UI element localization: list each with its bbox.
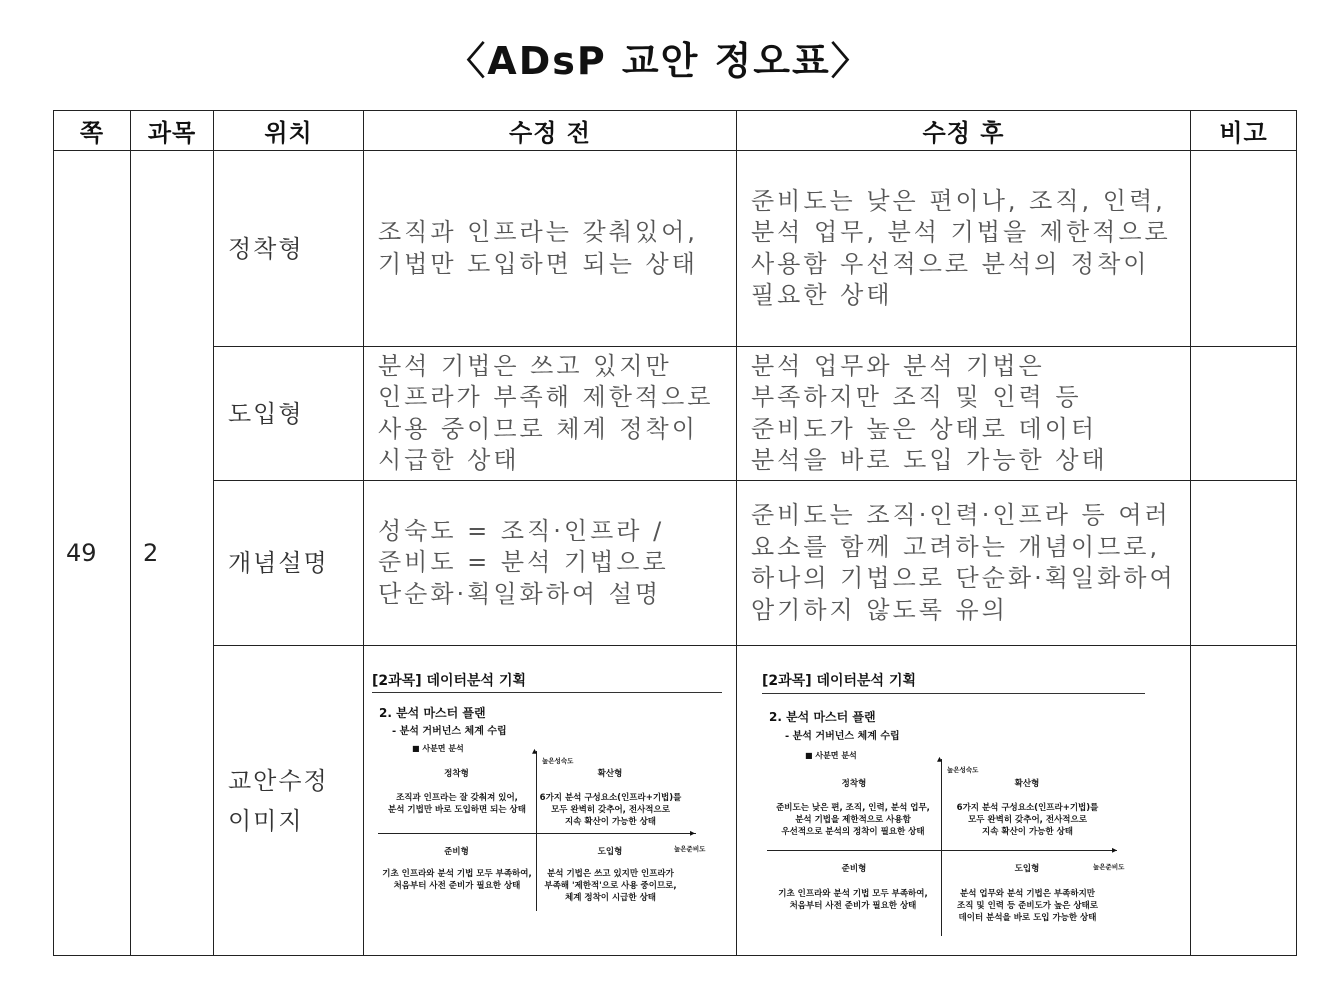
arrow-right-icon: ▶	[1112, 846, 1117, 854]
x-axis-label: 높은준비도	[1093, 863, 1125, 871]
text-line: 조직 및 인력 등 준비도가 높은 상태로	[957, 901, 1098, 911]
text-line: 분석 기법을 제한적으로 사용함	[795, 815, 911, 825]
text-line: 지속 확산이 가능한 상태	[982, 827, 1073, 837]
slide-divider	[762, 693, 1145, 694]
y-axis	[941, 759, 942, 936]
quadrant-title: 정착형	[841, 779, 867, 789]
errata-table	[53, 110, 1297, 956]
quadrant-text	[538, 868, 683, 904]
text-line: 교안수정	[228, 766, 329, 795]
y-axis	[536, 751, 537, 911]
text-line: 준비도는 조직·인력·인프라 등 여러	[751, 501, 1171, 529]
slide-subsection: - 분석 거버넌스 체계 수립	[392, 726, 507, 737]
quadrant-text	[767, 802, 939, 838]
text-line: 조직과 인프라는 갖춰있어,	[378, 218, 698, 246]
text-line: 사용함 우선적으로 분석의 정착이	[751, 249, 1150, 278]
slide-bullet: ■ 사분면 분석	[412, 744, 464, 753]
text-line: 우선적으로 분석의 정착이 필요한 상태	[781, 827, 925, 837]
location-cell: 개념설명	[214, 481, 364, 646]
slide-subsection: - 분석 거버넌스 체계 수립	[785, 731, 900, 742]
quadrant-text	[945, 802, 1110, 838]
text-line: 모두 완벽히 갖추어, 전사적으로	[551, 805, 670, 815]
header-after: 수정 후	[737, 111, 1191, 151]
text-line: 준비도 = 분석 기법으로	[378, 548, 669, 577]
x-axis	[378, 833, 696, 834]
text-line: 분석 업무, 분석 기법을 제한적으로	[751, 218, 1171, 246]
text-line: 성숙도 = 조직·인프라 /	[378, 516, 665, 545]
quadrant-title: 도입형	[597, 847, 623, 857]
text-line: 부족하지만 조직 및 인력 등	[751, 383, 1082, 411]
text-line: 인프라가 부족해 제한적으로	[378, 383, 714, 411]
text-line: 지속 확산이 가능한 상태	[565, 817, 656, 827]
remark-cell	[1191, 481, 1297, 646]
subject-number: 2	[131, 151, 214, 956]
table-row	[54, 347, 1297, 481]
slide-header: [2과목] 데이터분석 기획	[762, 673, 917, 689]
after-slide-image	[737, 646, 1190, 946]
text-line: 모두 완벽히 갖추어, 전사적으로	[968, 815, 1087, 825]
quadrant-title: 정착형	[444, 769, 469, 779]
text-line: 부족해 '제한적'으로 사용 중이므로,	[544, 881, 677, 891]
text-line: 요소를 함께 고려하는 개념이므로,	[751, 532, 1161, 561]
slide-divider	[372, 692, 722, 693]
text-line: 시급한 상태	[378, 446, 520, 474]
text-line: 단순화·획일화하여 설명	[378, 579, 662, 608]
text-line: 분석 기법은 쓰고 있지만	[378, 351, 672, 380]
text-line: 데이터 분석을 바로 도입 가능한 상태	[958, 913, 1097, 923]
location-cell: 도입형	[214, 347, 364, 481]
text-line: 준비도는 낮은 편이나, 조직, 인력,	[751, 186, 1166, 215]
before-cell	[364, 347, 737, 481]
location-cell: 정착형	[214, 151, 364, 347]
y-axis-label: 높은성숙도	[542, 757, 574, 765]
page-number: 49	[54, 151, 131, 956]
before-cell	[364, 481, 737, 646]
x-axis-label: 높은준비도	[674, 845, 706, 853]
text-line: 분석 기법은 쓰고 있지만 인프라가	[547, 869, 674, 879]
text-line: 6가지 분석 구성요소(인프라+기법)를	[539, 793, 682, 803]
text-line: 조직과 인프라는 잘 갖춰져 있어,	[396, 793, 518, 803]
header-row	[54, 111, 1297, 151]
remark-cell	[1191, 347, 1297, 481]
slide-section: 2. 분석 마스터 플랜	[379, 706, 486, 720]
slide-section: 2. 분석 마스터 플랜	[769, 710, 876, 724]
arrow-up-icon: ▲	[532, 747, 537, 755]
before-image-cell	[364, 646, 737, 956]
quadrant-text	[767, 888, 939, 912]
slide-bullet: ■ 사분면 분석	[805, 751, 857, 760]
text-line: 하나의 기법으로 단순화·획일화하여	[751, 564, 1176, 592]
quadrant-title: 확산형	[597, 769, 623, 779]
text-line: 분석 업무와 분석 기법은 부족하지만	[959, 889, 1095, 899]
text-line: 기초 인프라와 분석 기법 모두 부족하여,	[778, 889, 928, 899]
text-line: 처음부터 사전 준비가 필요한 상태	[393, 881, 521, 891]
y-axis-label: 높은성숙도	[947, 766, 979, 774]
after-image-cell	[737, 646, 1191, 956]
after-cell	[737, 347, 1191, 481]
header-page: 쪽	[54, 111, 131, 151]
after-cell	[737, 151, 1191, 347]
header-before: 수정 전	[364, 111, 737, 151]
text-line: 사용 중이므로 체계 정착이	[378, 414, 698, 443]
page-title: 〈ADsP 교안 정오표〉	[447, 39, 871, 83]
table-row	[54, 151, 1297, 347]
quadrant-title: 도입형	[1014, 864, 1040, 874]
text-line: 기초 인프라와 분석 기법 모두 부족하여,	[382, 869, 532, 879]
quadrant-text	[945, 888, 1110, 924]
quadrant-text	[378, 868, 536, 892]
text-line: 6가지 분석 구성요소(인프라+기법)를	[956, 803, 1099, 813]
remark-cell	[1191, 646, 1297, 956]
text-line: 체계 정착이 시급한 상태	[565, 893, 656, 903]
text-line: 분석 업무와 분석 기법은	[751, 351, 1045, 380]
text-line: 기법만 도입하면 되는 상태	[378, 249, 698, 278]
arrow-right-icon: ▶	[690, 829, 695, 837]
quadrant-title: 확산형	[1014, 779, 1040, 789]
quadrant-text	[538, 792, 683, 828]
remark-cell	[1191, 151, 1297, 347]
header-remark: 비고	[1191, 111, 1297, 151]
header-subject: 과목	[131, 111, 214, 151]
table-row	[54, 481, 1297, 646]
text-line: 분석 기법만 바로 도입하면 되는 상태	[388, 805, 526, 815]
text-line: 암기하지 않도록 유의	[751, 595, 1008, 624]
text-line: 필요한 상태	[751, 281, 893, 309]
text-line: 처음부터 사전 준비가 필요한 상태	[789, 901, 917, 911]
text-line: 준비도는 낮은 편, 조직, 인력, 분석 업무,	[776, 803, 930, 813]
text-line: 분석을 바로 도입 가능한 상태	[751, 446, 1108, 474]
location-cell	[214, 646, 364, 956]
arrow-up-icon: ▲	[937, 755, 942, 763]
before-slide-image	[364, 646, 736, 946]
after-cell	[737, 481, 1191, 646]
before-cell	[364, 151, 737, 347]
table-row	[54, 646, 1297, 956]
quadrant-title: 준비형	[841, 864, 867, 874]
x-axis	[767, 850, 1117, 851]
header-location: 위치	[214, 111, 364, 151]
text-line: 준비도가 높은 상태로 데이터	[751, 414, 1098, 443]
quadrant-text	[378, 792, 536, 816]
quadrant-title: 준비형	[444, 847, 469, 857]
text-line: 이미지	[228, 806, 304, 835]
slide-header: [2과목] 데이터분석 기획	[372, 673, 527, 689]
